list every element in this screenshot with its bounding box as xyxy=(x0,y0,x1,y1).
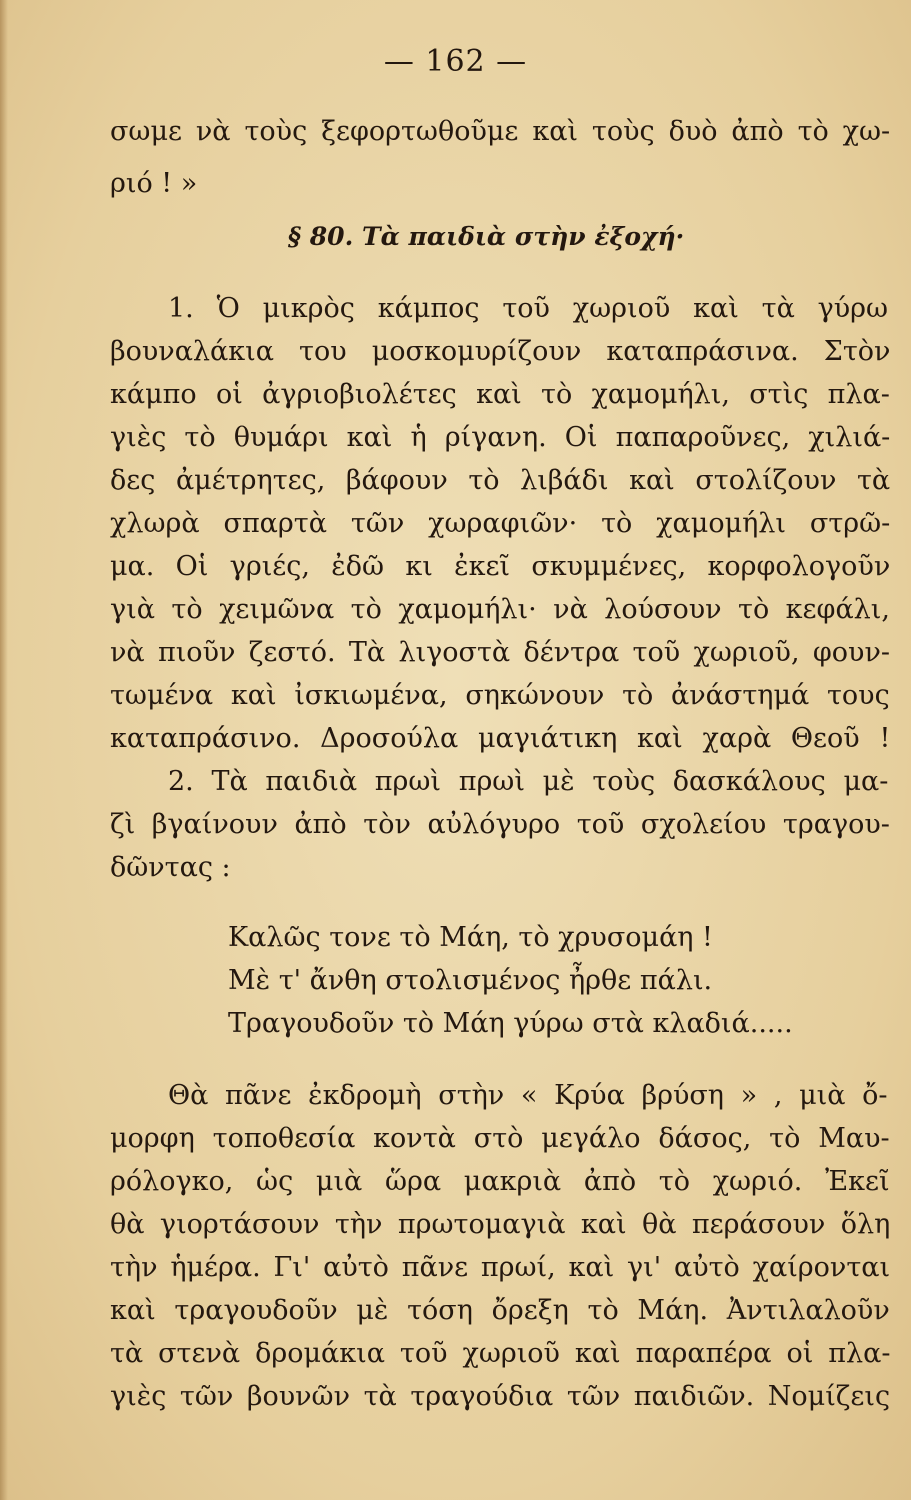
text-line: δῶντας : xyxy=(110,852,231,883)
text-line: τὴν ἡμέρα. Γι' αὐτὸ πᾶνε πρωί, καὶ γι' αὐτὸ χαίρονται xyxy=(110,1252,891,1283)
text-line: χλωρὰ σπαρτὰ τῶν χωραφιῶν· τὸ χαμομήλι στρῶ- xyxy=(110,508,891,539)
text-line: καὶ τραγουδοῦν μὲ τόση ὄρεξη τὸ Μάη. Ἀντιλαλοῦν xyxy=(110,1295,890,1326)
text-line: τωμένα καὶ ἰσκιωμένα, σηκώνουν τὸ ἀνάστημά τους xyxy=(110,680,890,711)
text-line: κάμπο οἱ ἀγριοβιολέτες καὶ τὸ χαμομήλι, στὶς πλα- xyxy=(110,379,890,410)
text-line: γιὰ τὸ χειμῶνα τὸ χαμομήλι· νὰ λούσουν τὸ κεφάλι, xyxy=(110,594,890,625)
text-line: γιὲς τὸ θυμάρι καὶ ἡ ρίγανη. Οἱ παπαροῦνες, χιλιά- xyxy=(110,422,891,453)
text-line: 1. Ὁ μικρὸς κάμπος τοῦ χωριοῦ καὶ τὰ γύρω xyxy=(168,293,889,324)
section-heading: § 80. Τὰ παιδιὰ στὴν ἐξοχή· xyxy=(288,222,685,251)
verse-line: Μὲ τ' ἄνθη στολισμένος ἦρθε πάλι. xyxy=(228,965,713,996)
text-line: ριό ! » xyxy=(110,168,198,199)
text-line: τὰ στενὰ δρομάκια τοῦ χωριοῦ καὶ παραπέρα οἱ πλα- xyxy=(110,1338,891,1369)
text-line: βουναλάκια του μοσκομυρίζουν καταπράσινα. Στὸν xyxy=(110,336,891,367)
text-line: γιὲς τῶν βουνῶν τὰ τραγούδια τῶν παιδιῶν. Νομίζεις xyxy=(110,1381,891,1412)
page-edge-shadow xyxy=(0,0,8,1500)
text-line: Θὰ πᾶνε ἐκδρομὴ στὴν « Κρύα βρύση » , μιὰ ὄ- xyxy=(168,1080,888,1111)
text-line: σωμε νὰ τοὺς ξεφορτωθοῦμε καὶ τοὺς δυὸ ἀπὸ τὸ χω- xyxy=(110,116,891,147)
text-line: 2. Τὰ παιδιὰ πρωὶ πρωὶ μὲ τοὺς δασκάλους μα- xyxy=(168,766,889,797)
text-line: ρόλογκο, ὡς μιὰ ὥρα μακριὰ ἀπὸ τὸ χωριό. Ἐκεῖ xyxy=(110,1166,890,1197)
text-line: νὰ πιοῦν ζεστό. Τὰ λιγοστὰ δέντρα τοῦ χωριοῦ, φουν- xyxy=(110,637,890,668)
text-line: μα. Οἱ γριές, ἐδῶ κι ἐκεῖ σκυμμένες, κορφολογοῦν xyxy=(110,551,891,582)
text-line: καταπράσινο. Δροσούλα μαγιάτικη καὶ χαρὰ Θεοῦ ! xyxy=(110,723,891,754)
page-number: — 162 — xyxy=(383,44,528,79)
text-line: θὰ γιορτάσουν τὴν πρωτομαγιὰ καὶ θὰ περάσουν ὅλη xyxy=(110,1209,891,1240)
verse-line: Καλῶς τονε τὸ Μάη, τὸ χρυσομάη ! xyxy=(228,922,713,953)
text-line: ζὶ βγαίνουν ἀπὸ τὸν αὐλόγυρο τοῦ σχολείου τραγου- xyxy=(110,809,890,840)
text-line: μορφη τοποθεσία κοντὰ στὸ μεγάλο δάσος, τὸ Μαυ- xyxy=(110,1123,890,1154)
verse-line: Τραγουδοῦν τὸ Μάη γύρω στὰ κλαδιά..... xyxy=(228,1008,793,1039)
text-line: δες ἀμέτρητες, βάφουν τὸ λιβάδι καὶ στολίζουν τὰ xyxy=(110,465,891,496)
